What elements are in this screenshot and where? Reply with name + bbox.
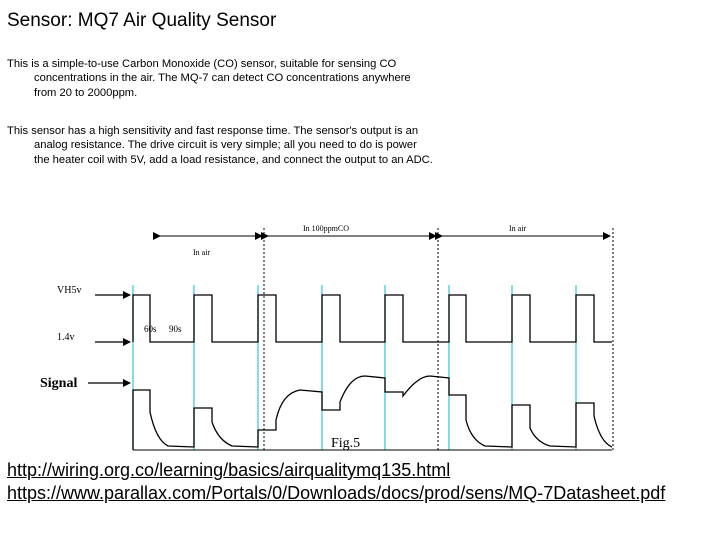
page-title: Sensor: MQ7 Air Quality Sensor bbox=[7, 10, 277, 31]
output-signal-waveform bbox=[133, 376, 612, 450]
parallax-datasheet-link[interactable]: https://www.parallax.com/Portals/0/Downloads/docs/prod/sens/MQ-7Datasheet.pdf bbox=[7, 483, 666, 503]
label-vh5v: VH5v bbox=[57, 285, 82, 296]
phase-boundary-lines bbox=[264, 228, 613, 452]
reference-links bbox=[7, 459, 707, 505]
label-in-100ppm-co: In 100ppmCO bbox=[303, 224, 349, 233]
label-signal: Signal bbox=[40, 376, 78, 391]
label-1-4v: 1.4v bbox=[57, 332, 75, 343]
wiring-link[interactable]: http://wiring.org.co/learning/basics/airqualitymq135.html bbox=[7, 460, 451, 480]
heater-voltage-waveform bbox=[133, 295, 612, 342]
label-in-air-left: In air bbox=[193, 248, 211, 257]
figure-caption: Fig.5 bbox=[331, 436, 361, 451]
time-guide-lines bbox=[133, 285, 576, 450]
description-paragraph: This is a simple-to-use Carbon Monoxide (CO) sensor, suitable for sensing CO concentrations in the air. The MQ-7 can detect CO concentrations anywhere from 20 to 2000ppm. bbox=[7, 58, 411, 99]
label-in-air-right: In air bbox=[509, 224, 527, 233]
label-60s: 60s bbox=[144, 324, 157, 334]
sensitivity-paragraph: This sensor has a high sensitivity and fast response time. The sensor's output is an analog resistance. The drive circuit is very simple; all you need to do is power the heater coil with 5V, add a load resistance, and connect the output to an ADC. bbox=[7, 125, 433, 166]
label-90s: 90s bbox=[169, 324, 182, 334]
